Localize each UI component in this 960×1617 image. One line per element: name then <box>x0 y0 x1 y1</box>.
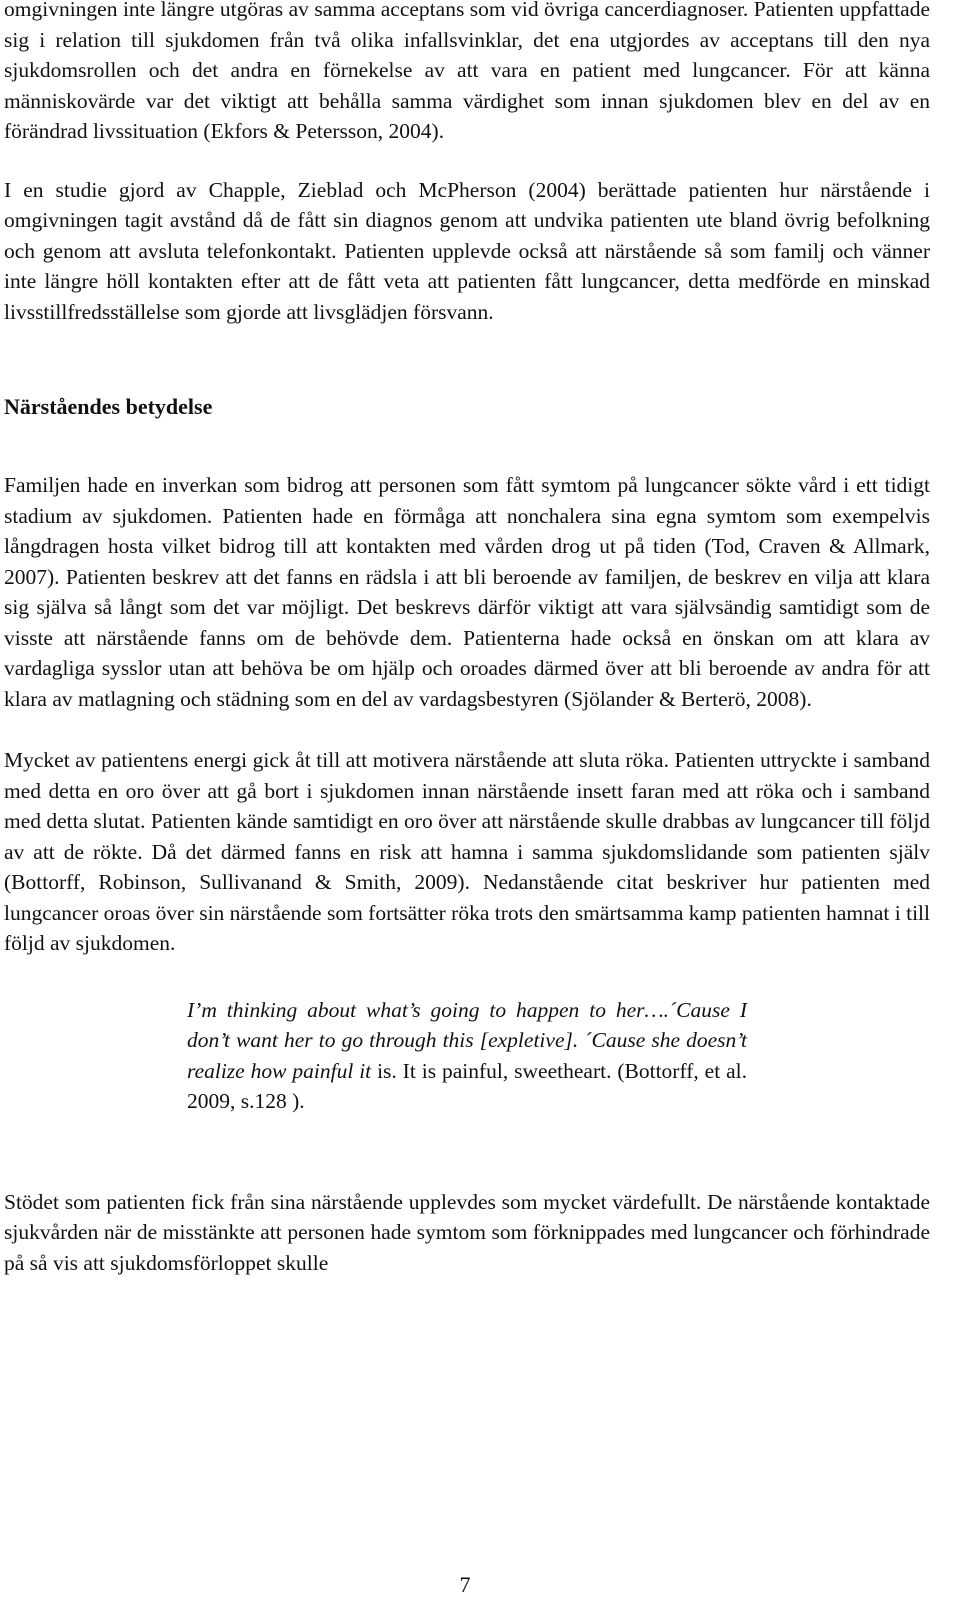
body-paragraph-4: Mycket av patientens energi gick åt till att motivera närstående att sluta röka. Patienten uttryckte i samband med detta en oro över att gå bort i sjukdomen innan närstående insett faran med att röka och i samband med detta slutat. Patienten kände samtidigt en oro över att närstående skulle drabbas av lungcancer till följd av att de rökte. Då det därmed fanns en risk att hamna i samma sjukdomslidande som patienten själv (Bottorff, Robinson, Sullivanand & Smith, 2009). Nedanstående citat beskriver hur patienten med lungcancer oroas över sin närstående som fortsätter röka trots den smärtsamma kamp patienten hamnat i till följd av sjukdomen. <box>4 748 931 955</box>
section-heading: Närståendes betydelse <box>4 394 213 419</box>
body-paragraph-5: Stödet som patienten fick från sina närstående upplevdes som mycket värdefullt. De närstående kontaktade sjukvården när de misstänkte att personen hade symtom som förknippades med lungcancer och förhindrade på så vis att sjukdomsförloppet skulle <box>4 1189 930 1275</box>
quote-italic-text: I’m thinking about what’s going to happen to her….´Cause I don’t want her to go through this [expletive]. ´Cause she doesn’t realize how painful it <box>187 997 747 1083</box>
body-paragraph-1: omgivningen inte längre utgöras av samma acceptans som vid övriga cancerdiagnoser. Patienten uppfattade sig i relation till sjukdomen från två olika infallsvinklar, det ena utgjordes av acceptans till den nya sjukdomsrollen och det andra en förnekelse av att vara en patient med lungcancer. För att känna människovärde var det viktigt att behålla samma värdighet som innan sjukdomen blev en del av en förändrad livssituation (Ekfors & Petersson, 2004). <box>4 0 930 143</box>
quote-citation-text: is. It is painful, sweetheart. (Bottorff, et al. 2009, s.128 ). <box>187 1058 747 1113</box>
body-paragraph-2: I en studie gjord av Chapple, Zieblad och McPherson (2004) berättade patienten hur närstående i omgivningen tagit avstånd då de fått sin diagnos genom att undvika patienten ute bland övrig befolkning och genom att avsluta telefonkontakt. Patienten upplevde också att närstående så som familj och vänner inte längre höll kontakten efter att de fått veta att patienten fått lungcancer, detta medförde en minskad livsstillfredsställelse som gjorde att livsglädjen försvann. <box>4 177 930 324</box>
page-number: 7 <box>459 1572 471 1597</box>
body-paragraph-3: Familjen hade en inverkan som bidrog att personen som fått symtom på lungcancer sökte vård i ett tidigt stadium av sjukdomen. Patienten hade en förmåga att nonchalera sina egna symtom som exempelvis långdragen hosta vilket bidrog till att kontakten med vården drog ut på tiden (Tod, Craven & Allmark, 2007). Patienten beskrev att det fanns en rädsla i att bli beroende av familjen, de beskrev en vilja att klara sig själva så långt som det var möjligt. Det beskrevs därför viktigt att vara självsändig samtidigt som de visste att närstående fanns om de behövde dem. Patienterna hade också en önskan om att klara av vardagliga sysslor utan att behöva be om hjälp och oroades därmed över att bli beroende av andra för att klara av matlagning och städning som en del av vardagsbestyren (Sjölander & Berterö, 2008). <box>4 473 930 711</box>
document-page <box>4 0 930 1278</box>
block-quote <box>187 995 747 1117</box>
